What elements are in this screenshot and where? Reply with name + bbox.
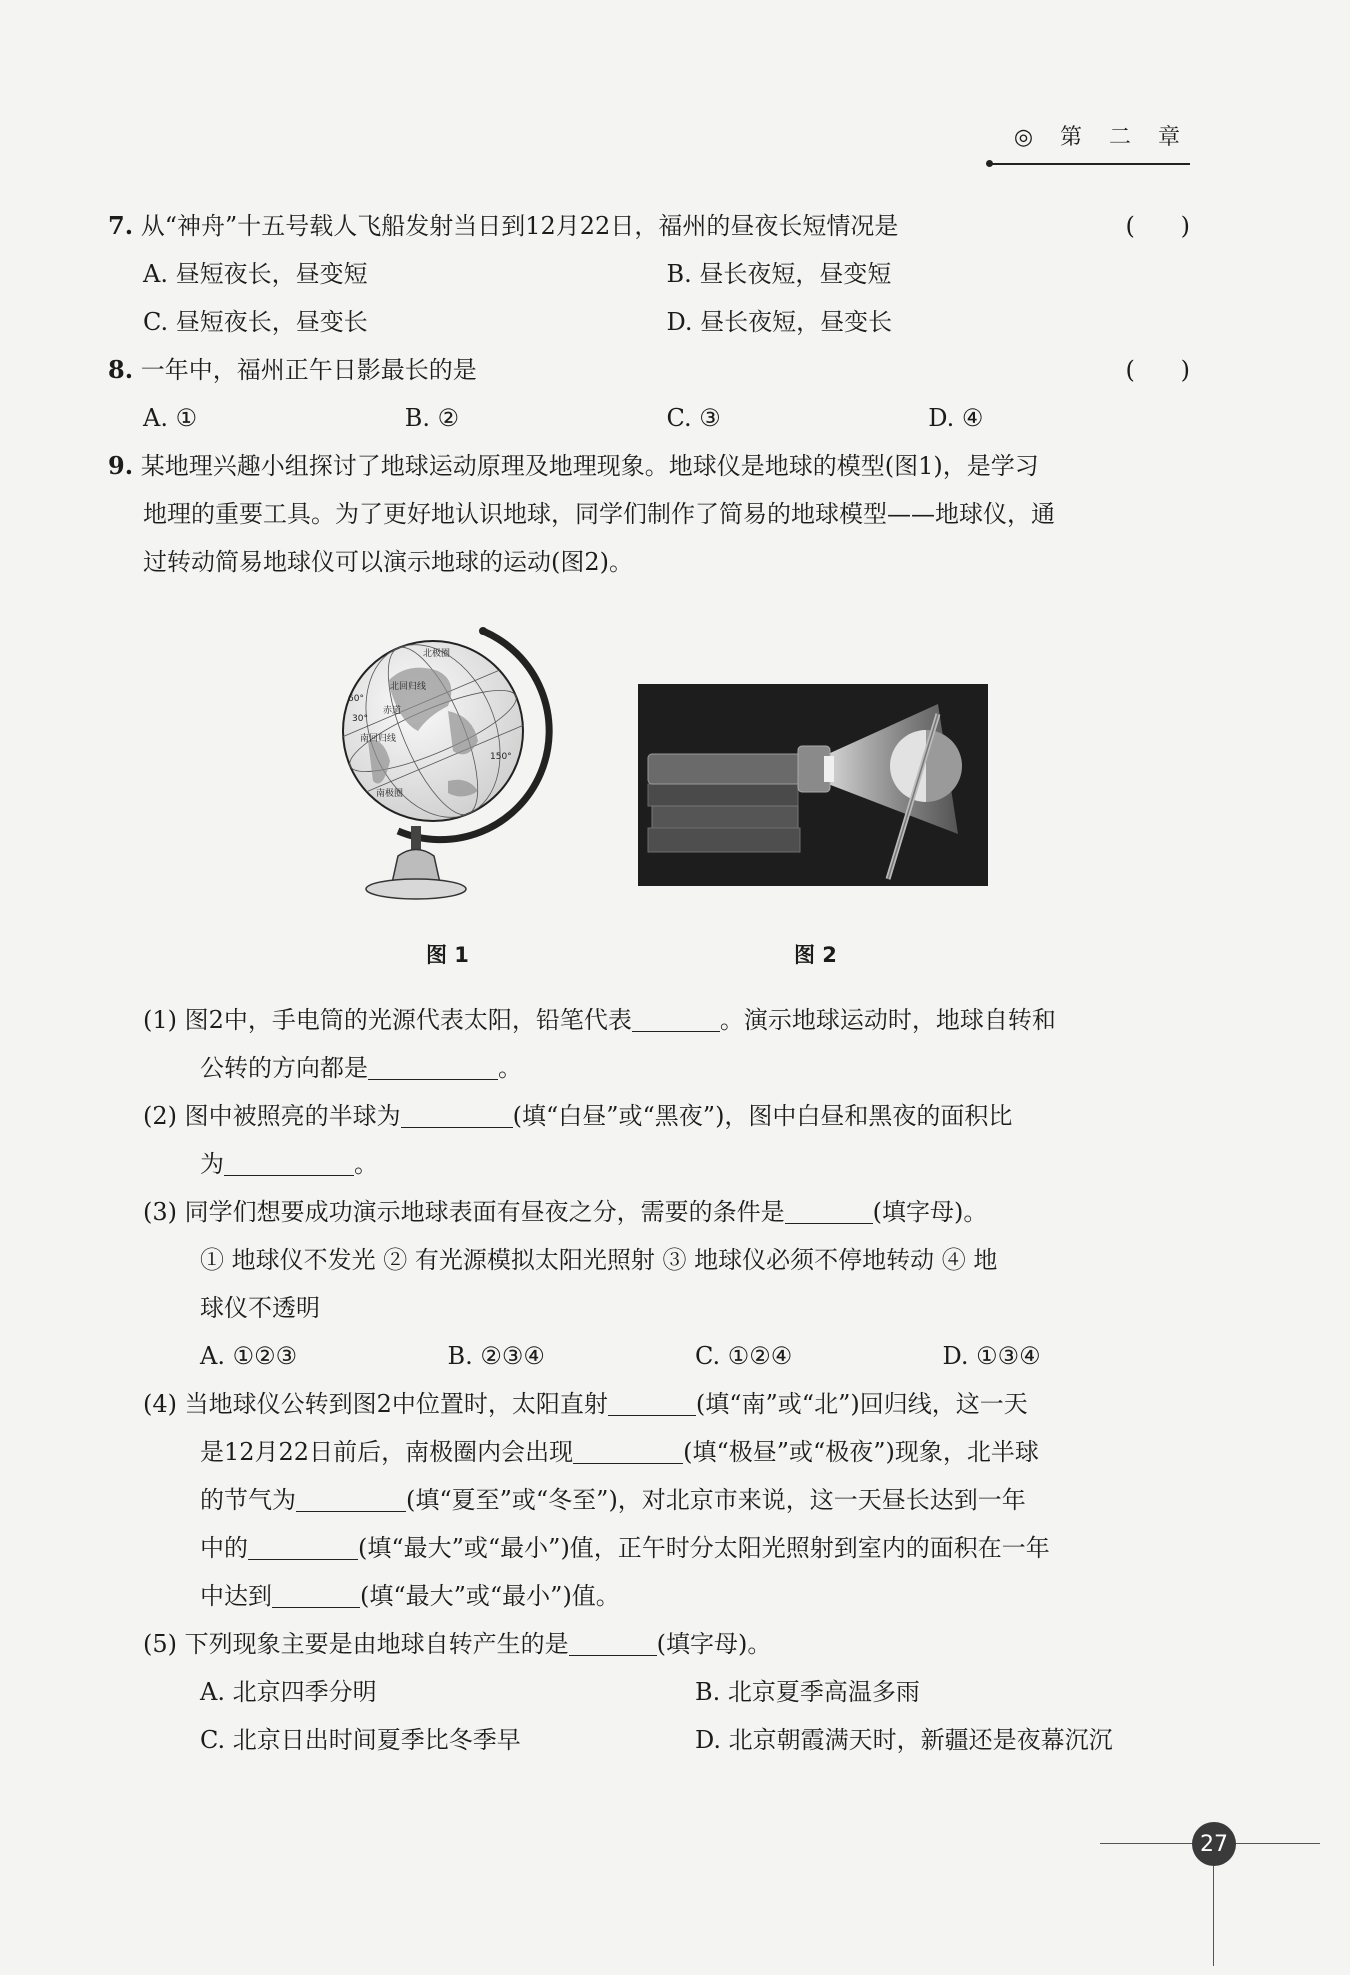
option-d: D. 昼长夜短，昼变长	[666, 308, 893, 336]
chapter-header: ◎ 第 二 章	[1013, 125, 1190, 150]
page-content	[108, 202, 1190, 1764]
sub-text: (5) 下列现象主要是由地球自转产生的是	[143, 1630, 569, 1658]
option-b: B. 北京夏季高温多雨	[695, 1678, 920, 1706]
option-c: C. ①②④	[695, 1342, 793, 1370]
globe-label: 150°	[490, 752, 512, 762]
answer-blank[interactable]	[632, 1003, 720, 1032]
answer-blank[interactable]	[785, 1195, 873, 1224]
sub-text: (填“极昼”或“极夜”)现象，北半球	[683, 1438, 1039, 1466]
figure-1-caption: 图 1	[426, 943, 469, 967]
sub-text: 中的	[200, 1534, 248, 1562]
sub-text: (填“最大”或“最小”)值。	[360, 1582, 620, 1610]
globe-label: 赤道	[383, 706, 402, 716]
answer-blank[interactable]	[272, 1579, 360, 1608]
sub-question-5	[108, 1620, 1190, 1764]
question-text: 从“神舟”十五号载人飞船发射当日到12月22日，福州的昼夜长短情况是	[140, 212, 899, 240]
sub-text: (填“最大”或“最小”)值，正午时分太阳光照射到室内的面积在一年	[358, 1534, 1050, 1562]
question-number: 7.	[108, 211, 134, 240]
sub-text: 。	[498, 1054, 522, 1082]
option-b: B. ②	[404, 404, 460, 432]
option-row	[108, 298, 1190, 346]
sub-question-4	[108, 1380, 1190, 1620]
option-d: D. 北京朝霞满天时，新疆还是夜幕沉沉	[695, 1726, 1113, 1754]
answer-blank[interactable]	[608, 1387, 696, 1416]
sub-text: (2) 图中被照亮的半球为	[143, 1102, 401, 1130]
sub-text: 。	[354, 1150, 378, 1178]
sub-text: 公转的方向都是	[200, 1054, 368, 1082]
condition-line: 球仪不透明	[200, 1294, 320, 1322]
figure-2-caption: 图 2	[794, 943, 837, 967]
answer-blank[interactable]	[569, 1627, 657, 1656]
question-intro-line: 地理的重要工具。为了更好地认识地球，同学们制作了简易的地球模型——地球仪，通	[143, 500, 1055, 528]
answer-blank[interactable]	[368, 1051, 498, 1080]
option-a: A. 北京四季分明	[200, 1678, 377, 1706]
answer-paren: ( )	[1125, 356, 1190, 384]
sub-text: 。演示地球运动时，地球自转和	[719, 1006, 1056, 1034]
question-intro-line: 某地理兴趣小组探讨了地球运动原理及地理现象。地球仪是地球的模型(图1)，是学习	[140, 452, 1039, 480]
option-c: C. 昼短夜长，昼变长	[143, 308, 368, 336]
globe-label: 南极圈	[376, 789, 404, 799]
option-a: A. ①②③	[200, 1342, 298, 1370]
question-number: 9.	[108, 451, 134, 480]
question-9	[108, 442, 1190, 1764]
sub-text: (填字母)。	[656, 1630, 772, 1658]
sub-text: (1) 图2中，手电筒的光源代表太阳，铅笔代表	[143, 1006, 632, 1034]
question-7	[108, 202, 1190, 346]
option-b: B. 昼长夜短，昼变短	[666, 260, 892, 288]
answer-paren: ( )	[1125, 212, 1190, 240]
question-number: 8.	[108, 355, 134, 384]
sub-question-3	[108, 1188, 1190, 1380]
globe-label: 北极圈	[423, 649, 451, 659]
option-c: C. 北京日出时间夏季比冬季早	[200, 1726, 521, 1754]
answer-blank[interactable]	[296, 1483, 406, 1512]
option-a: A. 昼短夜长，昼变短	[143, 260, 368, 288]
sub-text: (填字母)。	[872, 1198, 988, 1226]
question-intro-line: 过转动简易地球仪可以演示地球的运动(图2)。	[143, 548, 633, 576]
option-d: D. ①③④	[942, 1342, 1041, 1370]
condition-line: ① 地球仪不发光 ② 有光源模拟太阳光照射 ③ 地球仪必须不停地转动 ④ 地	[200, 1246, 998, 1274]
answer-blank[interactable]	[573, 1435, 683, 1464]
sub-text: (填“夏至”或“冬至”)，对北京市来说，这一天昼长达到一年	[406, 1486, 1026, 1514]
page-number: 27	[1192, 1822, 1236, 1866]
sub-question-1	[108, 996, 1190, 1092]
sub-text: 是12月22日前后，南极圈内会出现	[200, 1438, 574, 1466]
option-c: C. ③	[666, 404, 721, 432]
option-row	[143, 1332, 1190, 1380]
answer-blank[interactable]	[401, 1099, 513, 1128]
figures-area	[108, 586, 1190, 996]
globe-label: 南回归线	[360, 734, 397, 744]
option-row	[143, 1716, 1190, 1764]
sub-text: (填“南”或“北”)回归线，这一天	[695, 1390, 1028, 1418]
globe-label: 北回归线	[390, 682, 427, 692]
globe-label: 30°	[352, 714, 368, 724]
option-a: A. ①	[143, 404, 198, 432]
sub-text: (4) 当地球仪公转到图2中位置时，太阳直射	[143, 1390, 608, 1418]
sub-question-2	[108, 1092, 1190, 1188]
answer-blank[interactable]	[248, 1531, 358, 1560]
option-row	[143, 1668, 1190, 1716]
sub-text: 的节气为	[200, 1486, 296, 1514]
question-8	[108, 346, 1190, 442]
sub-text: 为	[200, 1150, 224, 1178]
question-text: 一年中，福州正午日影最长的是	[140, 356, 477, 384]
option-b: B. ②③④	[447, 1342, 545, 1370]
sub-text: (填“白昼”或“黑夜”)，图中白昼和黑夜的面积比	[512, 1102, 1013, 1130]
page-number-line	[1213, 1866, 1214, 1966]
option-row	[108, 250, 1190, 298]
sub-text: 中达到	[200, 1582, 272, 1610]
sub-text: (3) 同学们想要成功演示地球表面有昼夜之分，需要的条件是	[143, 1198, 785, 1226]
figure-1-globe	[328, 621, 568, 911]
answer-blank[interactable]	[224, 1147, 354, 1176]
globe-label: 60°	[348, 694, 364, 704]
figure-2-photo	[638, 684, 988, 886]
header-rule	[990, 163, 1190, 165]
option-d: D. ④	[928, 404, 984, 432]
option-row	[108, 394, 1190, 442]
